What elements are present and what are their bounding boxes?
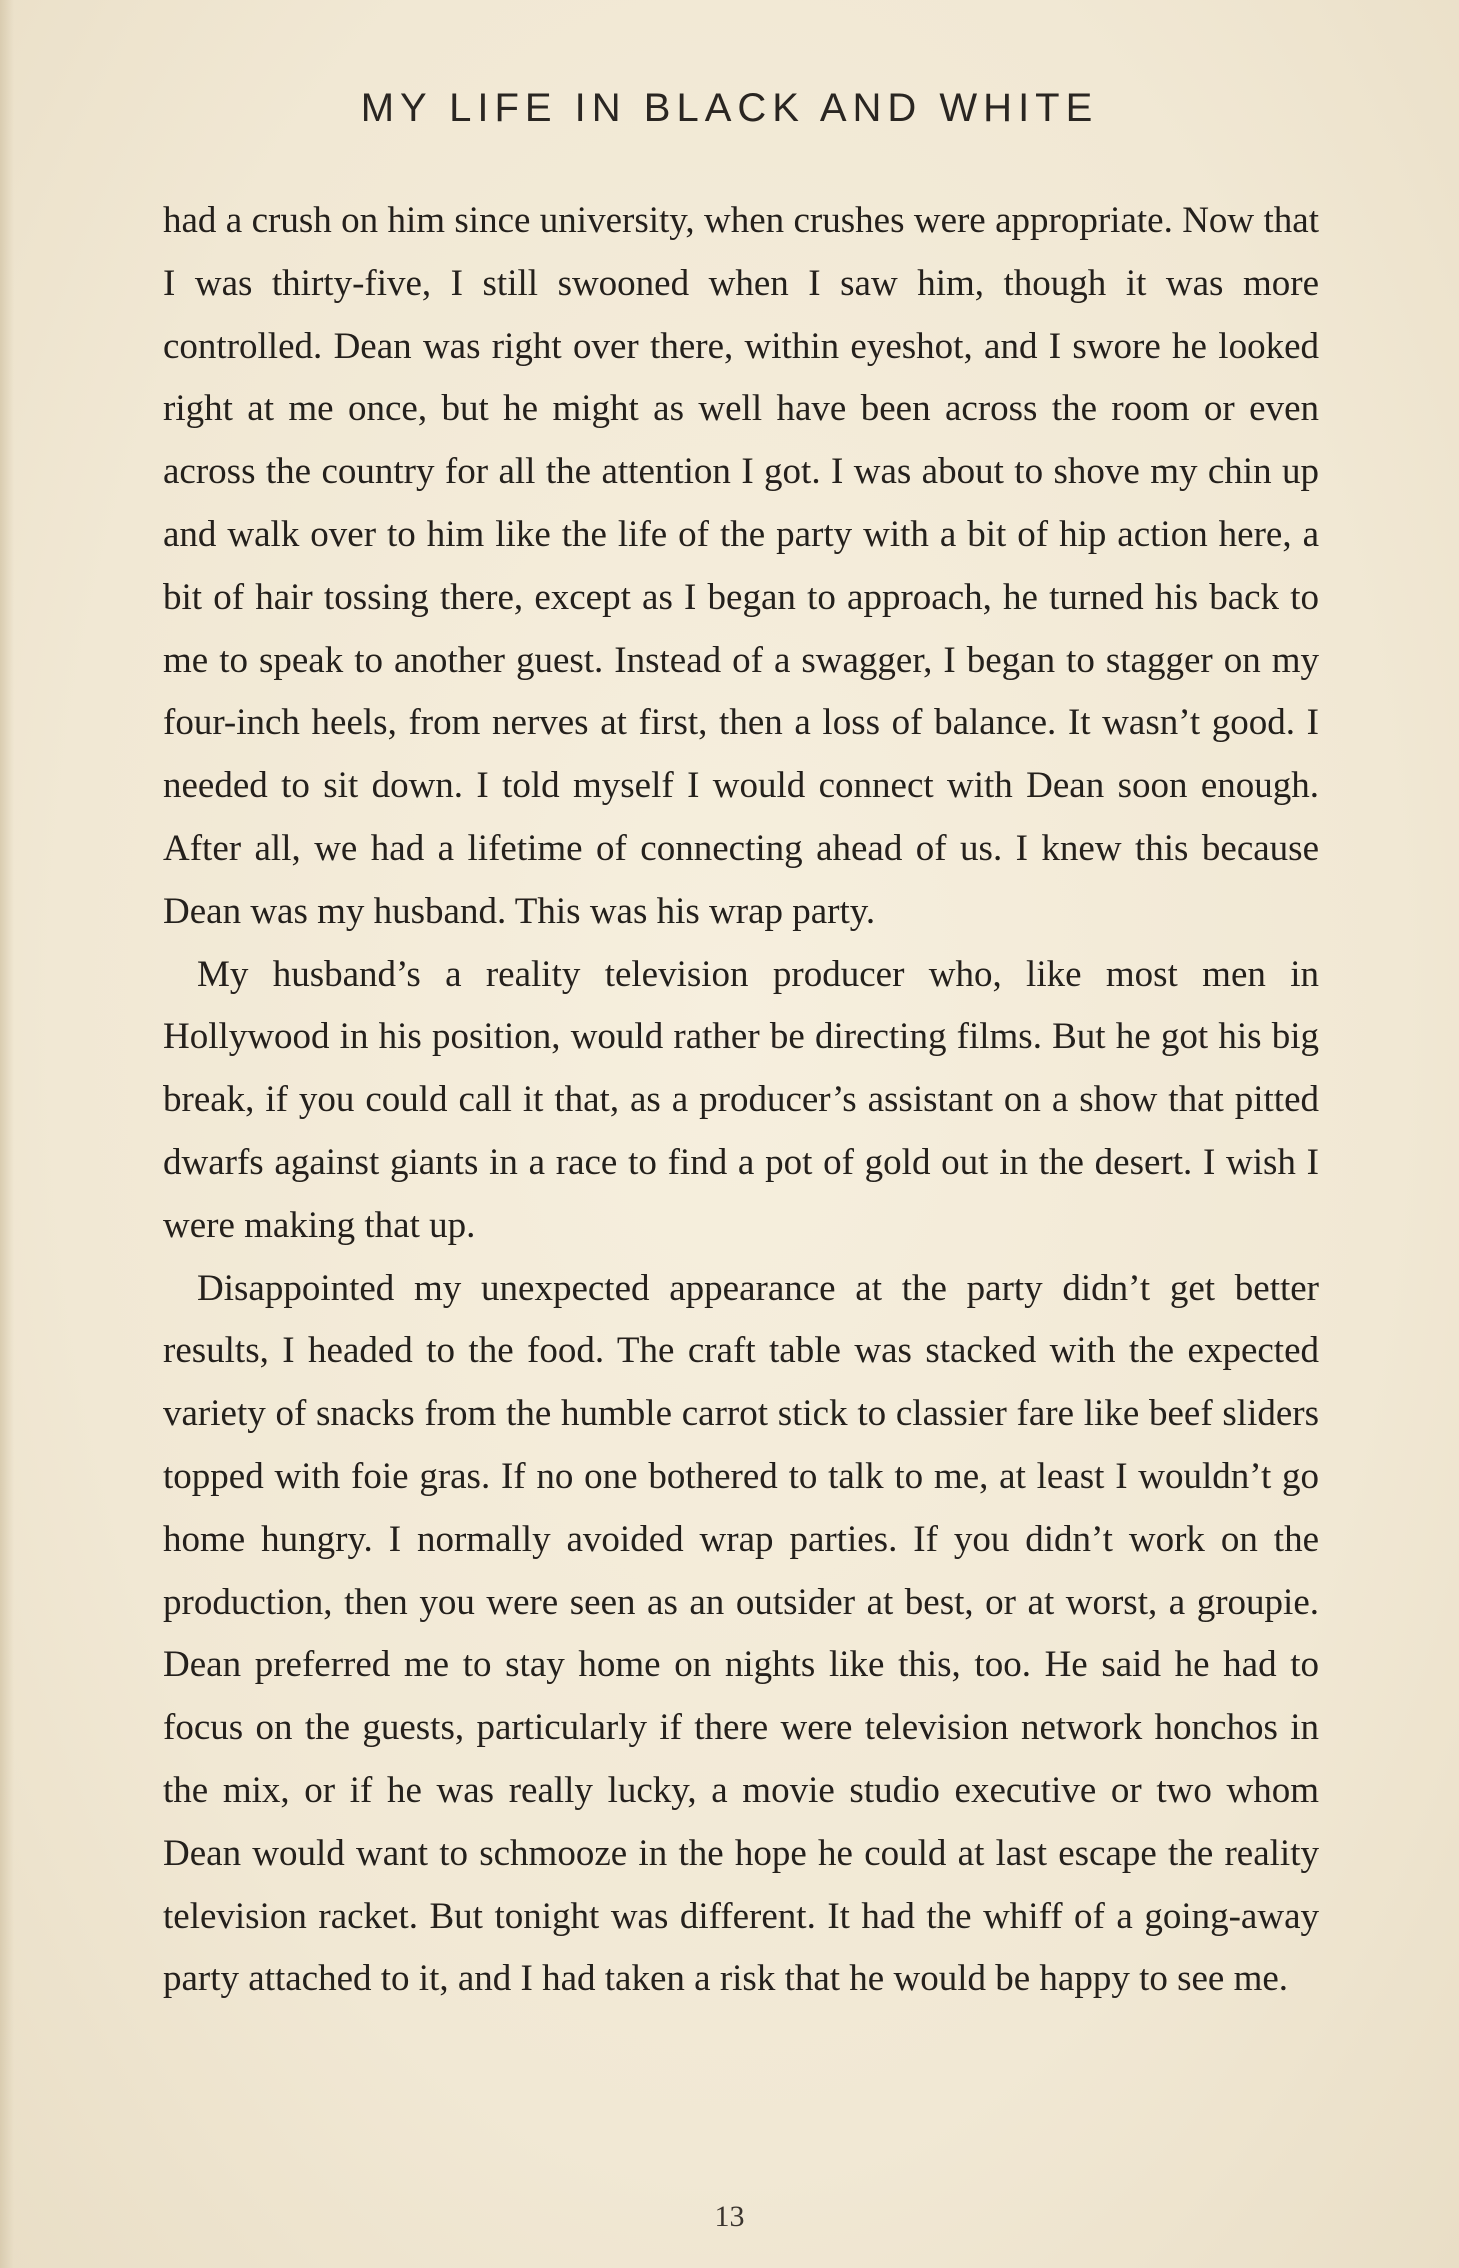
paragraph-3: Disappointed my unexpected appearance at the party didn’t get better results, I headed to the food. The craft table was stacked with the expected variety of snacks from the humble carrot stick to classier fare like beef sliders topped with foie gras. If no one bothered to talk to me, at least I wouldn’t go home hungry. I normally avoided wrap parties. If you didn’t work on the production, then you were seen as an outsider at best, or at worst, a groupie. Dean preferred me to stay home on nights like this, too. He said he had to focus on the guests, particularly if there were television network honchos in the mix, or if he was really lucky, a movie studio executive or two whom Dean would want to schmooze in the hope he could at last escape the reality television racket. But tonight was different. It had the whiff of a going-away party attached to it, and I had taken a risk that he would be happy to see me. <box>163 1267 1319 2000</box>
running-head: MY LIFE IN BLACK AND WHITE <box>360 86 1099 130</box>
gutter-shadow <box>0 0 14 2268</box>
body-text <box>163 190 1319 2011</box>
paragraph-1: had a crush on him since university, when crushes were appropriate. Now that I was thirty-five, I still swooned when I saw him, though it was more controlled. Dean was right over there, within eyeshot, and I swore he looked right at me once, but he might as well have been across the room or even across the country for all the attention I got. I was about to shove my chin up and walk over to him like the life of the party with a bit of hip action here, a bit of hair tossing there, except as I began to approach, he turned his back to me to speak to another guest. Instead of a swagger, I began to stagger on my four-inch heels, from nerves at first, then a loss of balance. It wasn’t good. I needed to sit down. I told myself I would connect with Dean soon enough. After all, we had a lifetime of connecting ahead of us. I knew this because Dean was my husband. This was his wrap party. <box>163 200 1319 932</box>
paragraph-2: My husband’s a reality television producer who, like most men in Hollywood in his position, would rather be directing films. But he got his big break, if you could call it that, as a producer’s assistant on a show that pitted dwarfs against giants in a race to find a pot of gold out in the desert. I wish I were making that up. <box>163 953 1319 1246</box>
page-number: 13 <box>714 2200 745 2233</box>
